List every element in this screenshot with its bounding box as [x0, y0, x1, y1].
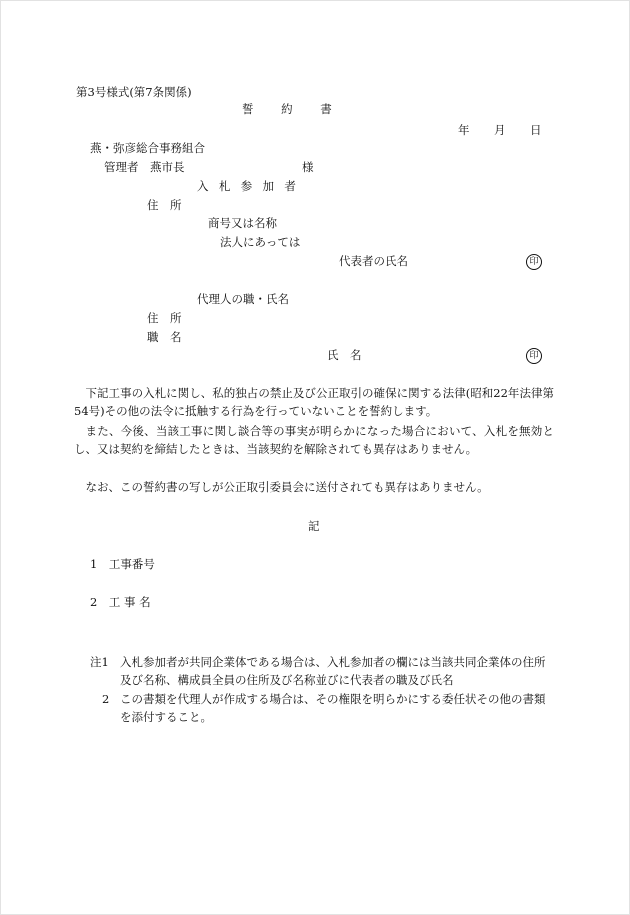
date-month: 月 [494, 123, 506, 137]
bidder-address-label: 住 所 [147, 198, 182, 212]
note-1-number: 注1 [90, 655, 109, 669]
bidder-corp-note: 法人にあっては [220, 235, 301, 249]
note-1-text: 入札参加者が共同企業体である場合は、入札参加者の欄には当該共同企業体の住所及び名称、構成員全員の住所及び名称並びに代表者の職及び氏名 [120, 655, 546, 687]
record-item-work-number: 1 工事番号 [90, 557, 155, 571]
note-2 [90, 690, 550, 726]
date-day: 日 [530, 123, 542, 137]
agent-name-label: 氏 名 [327, 348, 362, 362]
agent-heading: 代理人の職・氏名 [197, 292, 289, 306]
agent-seal-mark: 印 [526, 348, 542, 364]
document-title: 誓約書 [242, 102, 360, 116]
bidder-seal-mark: 印 [526, 254, 542, 270]
bidder-company-label: 商号又は名称 [208, 216, 277, 230]
agent-address-label: 住 所 [147, 311, 182, 325]
addressee-organization: 燕・弥彦総合事務組合 [90, 141, 205, 155]
note-2-text: この書類を代理人が作成する場合は、その権限を明らかにする委任状その他の書類を添付すること。 [120, 692, 546, 724]
oath-paragraph-2: また、今後、当該工事に関し談合等の事実が明らかになった場合において、入札を無効とし、又は契約を締結したときは、当該契約を解除されても異存はありません。 [74, 424, 554, 456]
bidder-rep-label: 代表者の氏名 [339, 254, 408, 268]
note-1 [90, 653, 550, 689]
note-2-number: 2 [102, 692, 110, 706]
record-label: 記 [308, 519, 320, 533]
agent-position-label: 職 名 [147, 330, 182, 344]
addressee-honorific: 様 [302, 160, 314, 174]
bidder-heading: 入札参加者 [197, 179, 307, 193]
date-year: 年 [458, 123, 470, 137]
record-item-work-name: 2 工 事 名 [90, 595, 151, 609]
oath-paragraph-1: 下記工事の入札に関し、私的独占の禁止及び公正取引の確保に関する法律(昭和22年法律第54号)その他の法令に抵触する行為を行っていないことを誓約します。 [74, 386, 554, 418]
form-number: 第3号様式(第7条関係) [76, 85, 192, 99]
oath-paragraph-3: なお、この誓約書の写しが公正取引委員会に送付されても異存はありません。 [85, 480, 489, 494]
addressee-manager: 管理者 燕市長 [104, 160, 185, 174]
